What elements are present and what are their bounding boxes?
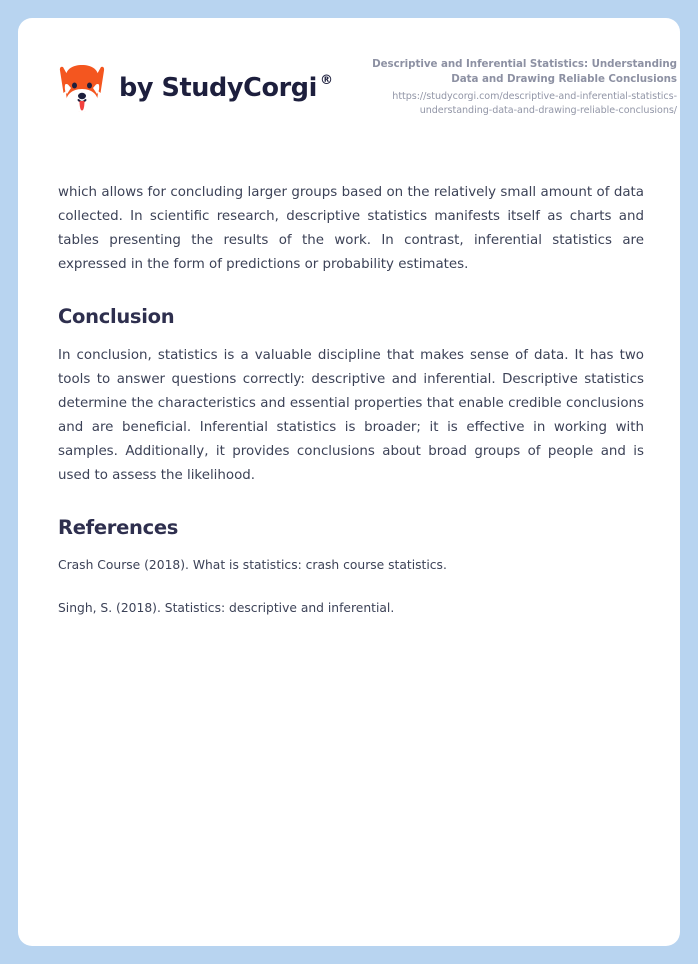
brand-name-text: by StudyCorgi (119, 72, 317, 103)
intro-paragraph: which allows for concluding larger groups based on the relatively small amount of data collected. In scientific research, descriptive statistics manifests itself as charts and tables presenting the results of the work. In contrast, inferential statistics are expressed in the form of predictions or probability estimates. (58, 185, 644, 272)
section-heading-conclusion: Conclusion (58, 305, 175, 328)
reference-item: Crash Course (2018). What is statistics: crash course statistics. (58, 557, 447, 572)
conclusion-paragraph: In conclusion, statistics is a valuable discipline that makes sense of data. It has two tools to answer questions correctly: descriptive and inferential. Descriptive statistics determine the characteristics and essential properties that enable credible conclusions and are beneficial. Inferential statistics is broader; it is effective in working with samples. Additionally, it provides conclusions about broad groups of people and is used to assess the likelihood. (58, 348, 644, 484)
header-metadata (342, 57, 680, 118)
document-url[interactable]: https://studycorgi.com/descriptive-and-inferential-statistics-understanding-data-and-drawing-reliable-conclusions/ (392, 91, 677, 117)
document-page (18, 18, 680, 946)
brand-wordmark (119, 72, 333, 103)
references-list (58, 556, 644, 617)
section-heading-references: References (58, 516, 179, 540)
corgi-face-icon (58, 63, 106, 115)
document-body (58, 181, 644, 642)
brand-lockup (58, 63, 333, 115)
reference-item: Singh, S. (2018). Statistics: descriptive and inferential. (58, 600, 395, 615)
document-header (18, 18, 680, 153)
registered-trademark-icon: ® (319, 72, 333, 88)
document-title: Descriptive and Inferential Statistics: Understanding Data and Drawing Reliable Conclusions (372, 57, 677, 85)
